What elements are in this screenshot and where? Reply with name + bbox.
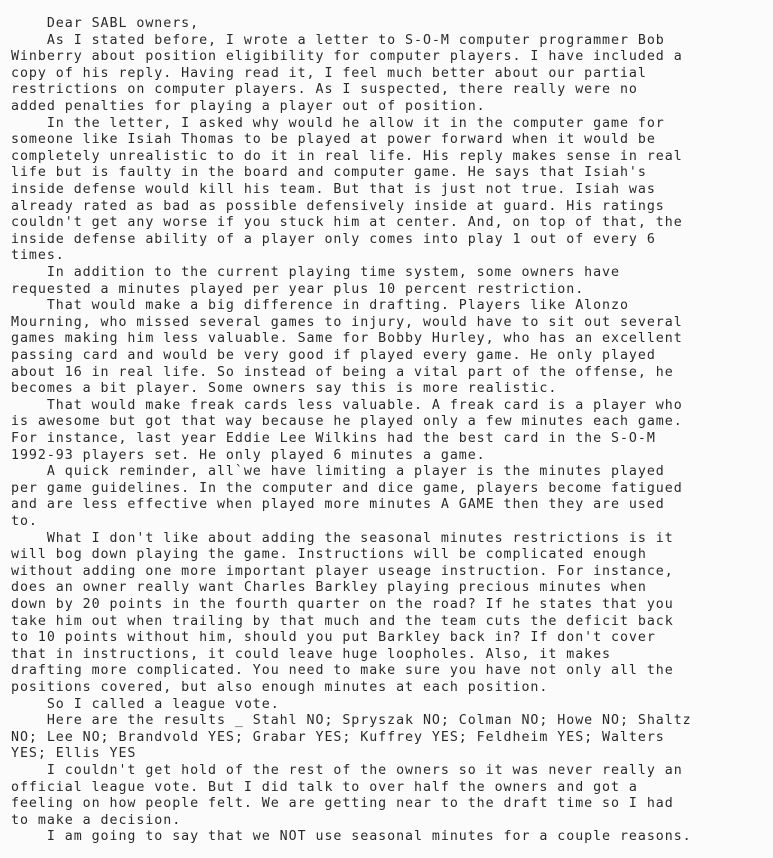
text-line: to make a decision. <box>11 812 182 828</box>
text-line: becomes a bit player. Some owners say this is more realistic. <box>11 381 558 397</box>
text-line: I couldn't get hold of the rest of the owners so it was never really an <box>11 763 683 778</box>
text-line: someone like Isiah Thomas to be played at power forward when it would be <box>11 132 656 148</box>
text-line: about 16 in real life. So instead of being a vital part of the offense, he <box>11 364 674 380</box>
text-line: official league vote. But I did talk to over half the owners and got a <box>11 779 638 795</box>
text-line: already rated as bad as possible defensively inside at guard. His ratings <box>11 198 665 214</box>
text-line: That would make freak cards less valuable. A freak card is a player who <box>11 397 683 413</box>
text-line: that in instructions, it could leave huge loopholes. Also, it makes <box>11 646 612 662</box>
text-line: positions covered, but also enough minutes at each position. <box>11 680 549 695</box>
text-line: life but is faulty in the board and computer game. He says that Isiah's <box>11 165 647 181</box>
text-line: YES; Ellis YES <box>11 746 137 762</box>
text-line: feeling on how people felt. We are getting near to the draft time so I had <box>11 796 674 812</box>
text-line: requested a minutes played per year plus 10 percent restriction. <box>11 281 585 297</box>
text-line: That would make a big difference in drafting. Players like Alonzo <box>11 298 629 314</box>
text-line: does an owner really want Charles Barkley playing precious minutes when <box>11 580 647 596</box>
text-line: I am going to say that we NOT use seasonal minutes for a couple reasons. <box>11 829 692 845</box>
text-line: per game guidelines. In the computer and dice game, players become fatigued <box>11 480 683 496</box>
text-line: and are less effective when played more minutes A GAME then they are used <box>11 497 665 513</box>
text-line: Mourning, who missed several games to injury, would have to sit out several <box>11 314 683 330</box>
text-line: couldn't get any worse if you stuck him at center. And, on top of that, the <box>11 215 683 231</box>
text-line: will bog down playing the game. Instructions will be complicated enough <box>11 547 647 563</box>
text-line: to 10 points without him, should you put Barkley back in? If don't cover <box>11 630 656 646</box>
text-line: A quick reminder, all`we have limiting a player is the minutes played <box>11 464 665 480</box>
text-line: times. <box>11 248 65 264</box>
text-line: Dear SABL owners, <box>11 16 200 31</box>
text-line: copy of his reply. Having read it, I feel much better about our partial <box>11 65 647 81</box>
text-line: NO; Lee NO; Brandvold YES; Grabar YES; Kuffrey YES; Feldheim YES; Walters <box>11 729 665 745</box>
text-line: 1992-93 players set. He only played 6 minutes a game. <box>11 447 486 463</box>
text-line: to. <box>11 514 38 529</box>
text-line: down by 20 points in the fourth quarter on the road? If he states that you <box>11 597 674 612</box>
text-line: So I called a league vote. <box>11 696 280 712</box>
text-line: In addition to the current playing time system, some owners have <box>11 265 620 280</box>
text-line: Here are the results _ Stahl NO; Spryszak NO; Colman NO; Howe NO; Shaltz <box>11 713 692 729</box>
text-line: drafting more complicated. You need to make sure you have not only all the <box>11 663 674 679</box>
text-line: inside defense ability of a player only comes into play 1 out of every 6 <box>11 231 656 247</box>
text-line: added penalties for playing a player out of position. <box>11 99 486 114</box>
text-line: completely unrealistic to do it in real life. His reply makes sense in real <box>11 148 683 164</box>
text-line: Winberry about position eligibility for computer players. I have included a <box>11 49 683 65</box>
text-line: is awesome but got that way because he played only a few minutes each game. <box>11 414 683 430</box>
text-line: restrictions on computer players. As I suspected, there really were no <box>11 82 638 98</box>
text-line: inside defense would kill his team. But that is just not true. Isiah was <box>11 182 656 197</box>
text-line: For instance, last year Eddie Lee Wilkins had the best card in the S-O-M <box>11 431 656 446</box>
text-line: What I don't like about adding the seasonal minutes restrictions is it <box>11 530 674 546</box>
text-line: passing card and would be very good if played every game. He only played <box>11 348 656 363</box>
text-line: In the letter, I asked why would he allow it in the computer game for <box>11 115 665 131</box>
text-line: As I stated before, I wrote a letter to S-O-M computer programmer Bob <box>11 32 665 48</box>
text-line: without adding one more important player useage instruction. For instance, <box>11 563 674 579</box>
text-line: games making him less valuable. Same for Bobby Hurley, who has an excellent <box>11 331 683 347</box>
text-line: take him out when trailing by that much and the team cuts the deficit back <box>11 613 674 629</box>
